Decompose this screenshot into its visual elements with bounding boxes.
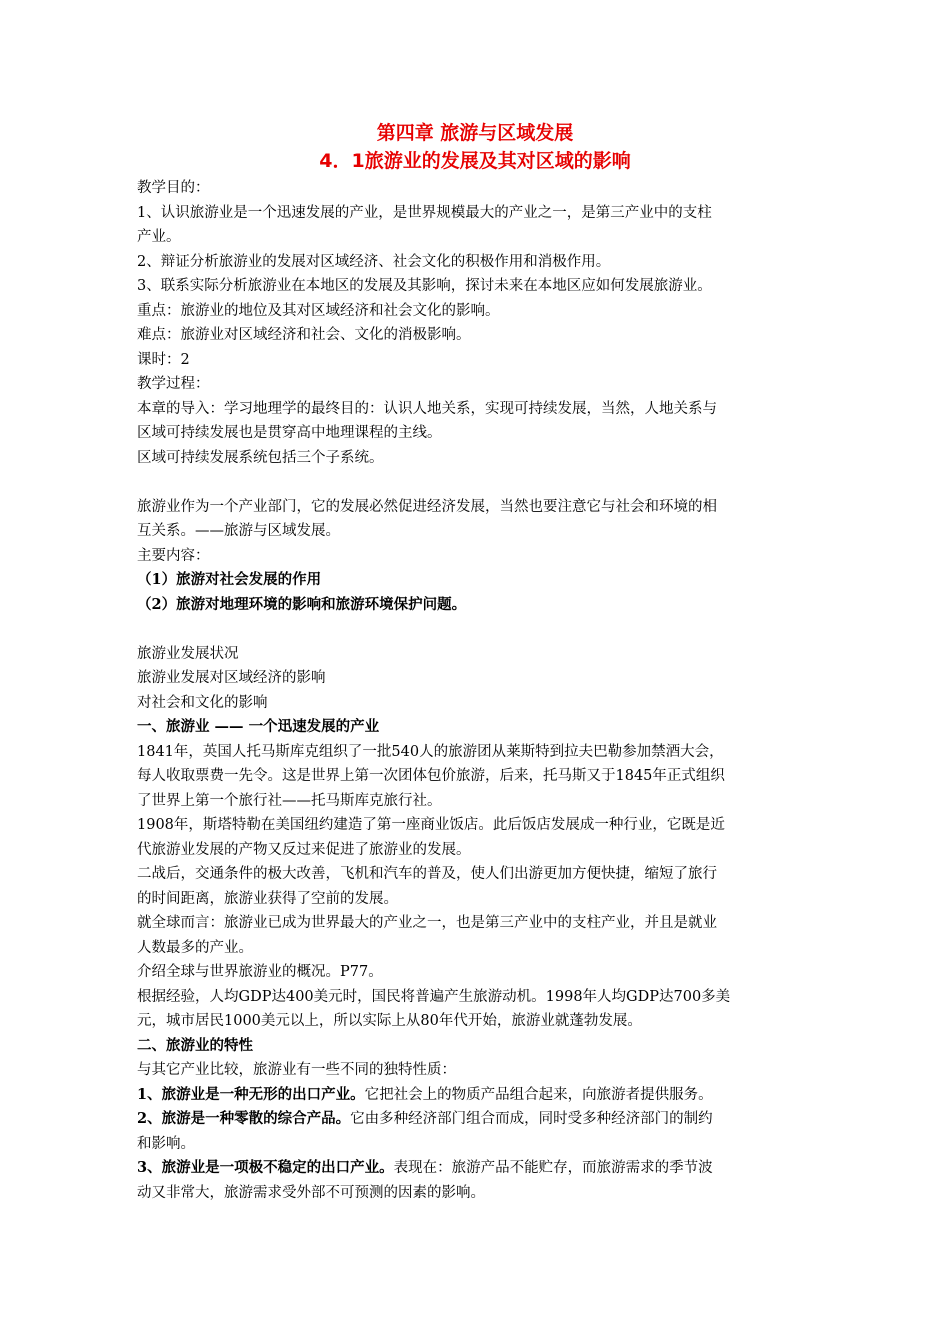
paragraph-line: 旅游业作为一个产业部门，它的发展必然促进经济发展，当然也要注意它与社会和环境的相 [137, 498, 717, 515]
line-text: 表现在：旅游产品不能贮存，而旅游需求的季节波 [393, 1160, 713, 1176]
line-text: 它由多种经济部门组合而成，同时受多种经济部门的制约 [350, 1111, 713, 1127]
paragraph-line: 动又非常大，旅游需求受外部不可预测的因素的影响。 [137, 1184, 485, 1201]
paragraph-line [137, 1156, 817, 1181]
bold-lead: 2、旅游是一种零散的综合产品。 [137, 1110, 351, 1127]
paragraph-line: 旅游业发展状况 [137, 645, 239, 662]
paragraph-line: 1908年，斯塔特勒在美国纽约建造了第一座商业饭店。此后饭店发展成一种行业，它既是近 [137, 817, 725, 833]
chapter-title: 第四章 旅游与区域发展 [376, 122, 574, 144]
paragraph-line: 教学过程： [137, 376, 210, 392]
paragraph-line: 的时间距离，旅游业获得了空前的发展。 [137, 890, 398, 907]
document-body [137, 176, 817, 1205]
paragraph-line: 互关系。——旅游与区域发展。 [137, 523, 340, 539]
paragraph-line [137, 1107, 817, 1132]
paragraph-line: 教学目的： [137, 180, 210, 196]
paragraph-line: 课时：2 [137, 351, 190, 368]
bold-lead: 3、旅游业是一项极不稳定的出口产业。 [137, 1159, 394, 1176]
paragraph-line: 产业。 [137, 229, 181, 245]
paragraph-line: 和影响。 [137, 1135, 195, 1152]
paragraph-line: 了世界上第一个旅行社——托马斯库克旅行社。 [137, 792, 442, 809]
content-item: （2）旅游对地理环境的影响和旅游环境保护问题。 [137, 595, 467, 613]
paragraph-line: 3、联系实际分析旅游业在本地区的发展及其影响，探讨未来在本地区应如何发展旅游业。 [137, 278, 712, 294]
paragraph-line: 主要内容： [137, 547, 210, 564]
content-item: （1）旅游对社会发展的作用 [137, 571, 322, 588]
paragraph-line: 本章的导入：学习地理学的最终目的：认识人地关系，实现可持续发展，当然，人地关系与 [137, 400, 717, 417]
paragraph-line: 难点：旅游业对区域经济和社会、文化的消极影响。 [137, 327, 471, 343]
paragraph-line: 1841年，英国人托马斯库克组织了一批540人的旅游团从莱斯特到拉夫巴勒参加禁酒大会， [137, 743, 724, 760]
section-heading: 二、旅游业的特性 [137, 1036, 253, 1054]
paragraph-line: 区域可持续发展系统包括三个子系统。 [137, 449, 384, 466]
paragraph-line: 每人收取票费一先令。这是世界上第一次团体包价旅游，后来，托马斯又于1845年正式组织 [137, 768, 725, 784]
paragraph-line: 1、认识旅游业是一个迅速发展的产业，是世界规模最大的产业之一，是第三产业中的支柱 [137, 204, 712, 221]
paragraph-line: 代旅游业发展的产物又反过来促进了旅游业的发展。 [137, 841, 471, 858]
paragraph-line: 介绍全球与世界旅游业的概况。P77。 [137, 964, 383, 980]
bold-lead: 1、旅游业是一种无形的出口产业。 [137, 1085, 365, 1103]
paragraph-line: 人数最多的产业。 [137, 939, 253, 956]
paragraph-line: 就全球而言：旅游业已成为世界最大的产业之一，也是第三产业中的支柱产业，并且是就业 [137, 915, 717, 931]
section-heading: 一、旅游业 —— 一个迅速发展的产业 [137, 718, 380, 735]
paragraph-line: 对社会和文化的影响 [137, 694, 268, 711]
paragraph-line: 根据经验，人均GDP达400美元时，国民将普遍产生旅游动机。1998年人均GDP达700多美 [137, 988, 731, 1005]
paragraph-line: 重点：旅游业的地位及其对区域经济和社会文化的影响。 [137, 302, 500, 319]
paragraph-line: 旅游业发展对区域经济的影响 [137, 670, 326, 686]
paragraph-line: 区域可持续发展也是贯穿高中地理课程的主线。 [137, 425, 442, 441]
paragraph-line [137, 1083, 817, 1108]
section-title: 4．1旅游业的发展及其对区域的影响 [319, 150, 631, 172]
paragraph-line: 与其它产业比较，旅游业有一些不同的独特性质： [137, 1062, 456, 1078]
paragraph-line: 2、辩证分析旅游业的发展对区域经济、社会文化的积极作用和消极作用。 [137, 253, 611, 270]
paragraph-line: 元，城市居民1000美元以上，所以实际上从80年代开始，旅游业就蓬勃发展。 [137, 1013, 642, 1029]
line-text: 它把社会上的物质产品组合起来，向旅游者提供服务。 [364, 1086, 713, 1103]
paragraph-line: 二战后，交通条件的极大改善，飞机和汽车的普及，使人们出游更加方便快捷，缩短了旅行 [137, 866, 717, 882]
